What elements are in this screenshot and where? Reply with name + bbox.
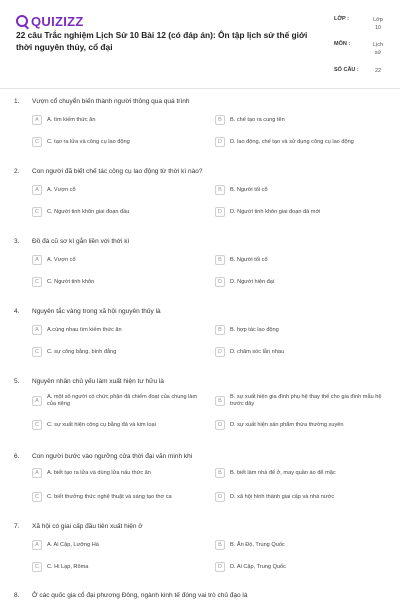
answer-option-d[interactable] [215, 492, 387, 502]
answer-option-b[interactable] [215, 540, 387, 550]
option-text: A. Vượn cổ [47, 256, 76, 263]
answer-option-a[interactable] [32, 115, 204, 125]
option-text: A. Vượn cổ [47, 186, 76, 193]
answer-option-b[interactable] [215, 185, 387, 195]
option-letter-box: A [32, 540, 42, 550]
option-text: A. biết tạo ra lửa và dùng lửa nấu thức ăn [47, 469, 151, 476]
meta-value-line: Lớp [373, 17, 383, 23]
option-letter-box: C [32, 137, 42, 147]
option-letter-box: A [32, 468, 42, 478]
option-text: C. tạo ra lửa và công cụ lao động [47, 138, 130, 145]
option-text: B. Người tối cổ [230, 186, 268, 193]
option-letter-box: B [215, 468, 225, 478]
option-text: C. Người tinh khôn [47, 278, 95, 285]
question-text: Ở các quốc gia cổ đại phương Đông, ngành kinh tế đóng vai trò chủ đạo là [32, 592, 248, 599]
answer-option-a[interactable] [32, 394, 204, 408]
logo-text: QUIZIZZ [31, 13, 84, 29]
option-text: A. một số người có chức phận đã chiếm đoạt của chung làm của riêng [47, 394, 198, 407]
option-letter-box: A [32, 255, 42, 265]
answer-option-c[interactable] [32, 492, 204, 502]
answer-option-c[interactable] [32, 562, 204, 572]
question-text: Con người đã biết chế tác công cụ lao động từ thời kì nào? [32, 168, 203, 175]
option-text: D. xã hội hình thành giai cấp và nhà nước [230, 493, 335, 500]
answer-option-d[interactable] [215, 207, 387, 217]
option-text: B. hợp tác lao động [230, 326, 279, 333]
answer-option-c[interactable] [32, 420, 204, 430]
question-number: 2. [14, 168, 20, 175]
meta-value-line: sử [374, 50, 382, 56]
meta-class [334, 16, 388, 32]
option-text: D. Ai Cập, Trung Quốc [230, 563, 286, 570]
option-text: A. tìm kiếm thức ăn [47, 116, 96, 123]
question-text: Vượn cổ chuyển biến thành người thông qua quá trình [32, 98, 190, 105]
option-letter-box: D [215, 207, 225, 217]
option-text: B. Người tối cổ [230, 256, 268, 263]
question-number: 5. [14, 378, 20, 385]
answer-option-b[interactable] [215, 115, 387, 125]
question-number: 7. [14, 523, 20, 530]
question-text: Con người bước vào ngưỡng cửa thời đại văn minh khi [32, 453, 193, 460]
answer-option-c[interactable] [32, 207, 204, 217]
option-text: A.cùng nhau tìm kiếm thức ăn [47, 326, 122, 333]
meta-value [368, 16, 388, 32]
option-letter-box: D [215, 562, 225, 572]
option-text: C. sự xuất hiện công cụ bằng đá và kim loại [47, 421, 156, 428]
answer-option-a[interactable] [32, 255, 204, 265]
answer-option-b[interactable] [215, 255, 387, 265]
meta-label: SỐ CÂU : [334, 67, 359, 73]
option-letter-box: B [215, 396, 225, 406]
answer-option-a[interactable] [32, 468, 204, 478]
option-letter-box: C [32, 207, 42, 217]
answer-option-d[interactable] [215, 137, 387, 147]
option-text: D. Người hiện đại [230, 278, 275, 285]
answer-option-b[interactable] [215, 325, 387, 335]
question-number: 1. [14, 98, 20, 105]
question-number: 4. [14, 308, 20, 315]
question-text: Nguyên nhân chủ yếu làm xuất hiện tư hữu là [32, 378, 164, 385]
option-text: B. chế tạo ra cung tên [230, 116, 285, 123]
meta-value-line: 22 [374, 68, 382, 74]
option-text: B. sự xuất hiện gia đình phụ hệ thay thế cho gia đình mẫu hệ trước đây [230, 394, 382, 407]
question-number: 6. [14, 453, 20, 460]
header-divider [0, 88, 400, 89]
question-number: 8. [14, 592, 20, 599]
option-letter-box: B [215, 255, 225, 265]
meta-label: MÔN : [334, 41, 351, 47]
option-letter-box: D [215, 420, 225, 430]
question-number: 3. [14, 238, 20, 245]
option-letter-box: B [215, 115, 225, 125]
option-text: A. Ai Cập, Lưỡng Hà [47, 541, 99, 548]
option-letter-box: A [32, 115, 42, 125]
quizizz-logo [16, 14, 84, 28]
option-text: B. biết làm nhà để ở, may quần áo để mặc [230, 469, 336, 476]
option-text: B. Ấn Độ, Trung Quốc [230, 541, 285, 548]
question-text: Xã hội có giai cấp đầu tiên xuất hiện ở [32, 523, 143, 530]
meta-label: LỚP : [334, 16, 349, 22]
option-letter-box: B [215, 325, 225, 335]
option-text: C. biết thưởng thức nghệ thuật và sáng tạo thơ ca [47, 493, 172, 500]
option-letter-box: C [32, 420, 42, 430]
option-text: D. lao động, chế tạo và sử dụng công cụ lao động [230, 138, 354, 145]
answer-option-a[interactable] [32, 540, 204, 550]
option-letter-box: C [32, 277, 42, 287]
document-title: 22 câu Trắc nghiệm Lịch Sử 10 Bài 12 (có đáp án): Ôn tập lịch sử thế giới thời nguyên thủy, cổ đại [16, 30, 308, 52]
meta-question-count [334, 67, 388, 75]
option-text: D. Người tinh khôn giai đoạn đá mới [230, 208, 321, 215]
answer-option-c[interactable] [32, 277, 204, 287]
option-letter-box: D [215, 492, 225, 502]
answer-option-d[interactable] [215, 562, 387, 572]
document-header [0, 0, 400, 88]
option-letter-box: A [32, 325, 42, 335]
option-text: C. Hi Lạp, Rôma [47, 563, 89, 570]
answer-option-a[interactable] [32, 185, 204, 195]
option-letter-box: C [32, 562, 42, 572]
answer-option-b[interactable] [215, 394, 387, 408]
option-letter-box: C [32, 492, 42, 502]
answer-option-a[interactable] [32, 325, 204, 335]
answer-option-d[interactable] [215, 277, 387, 287]
meta-value [368, 67, 388, 75]
magnifier-icon [16, 15, 28, 27]
meta-value [368, 41, 388, 57]
option-letter-box: A [32, 396, 42, 406]
option-letter-box: D [215, 137, 225, 147]
option-letter-box: B [215, 540, 225, 550]
answer-option-c[interactable] [32, 137, 204, 147]
answer-option-d[interactable] [215, 420, 387, 430]
meta-subject [334, 41, 388, 57]
option-letter-box: A [32, 185, 42, 195]
meta-value-line: 10 [374, 25, 382, 31]
option-letter-box: D [215, 277, 225, 287]
answer-option-c[interactable] [32, 347, 204, 357]
option-text: C. Người tinh khôn giai đoạn đầu [47, 208, 130, 215]
option-text: D. sự xuất hiện sản phẩm thừa thường xuyên [230, 421, 344, 428]
option-letter-box: C [32, 347, 42, 357]
question-text: Nguyên tắc vàng trong xã hội nguyên thủy là [32, 308, 161, 315]
meta-value-line: Lịch [372, 42, 384, 48]
answer-option-d[interactable] [215, 347, 387, 357]
option-letter-box: B [215, 185, 225, 195]
question-text: Đồ đá cũ sơ kì gắn liền với thời kì [32, 238, 130, 245]
option-text: D. chăm sóc lẫn nhau [230, 348, 285, 355]
answer-option-b[interactable] [215, 468, 387, 478]
option-text: C. sự công bằng, bình đẳng [47, 348, 117, 355]
option-letter-box: D [215, 347, 225, 357]
